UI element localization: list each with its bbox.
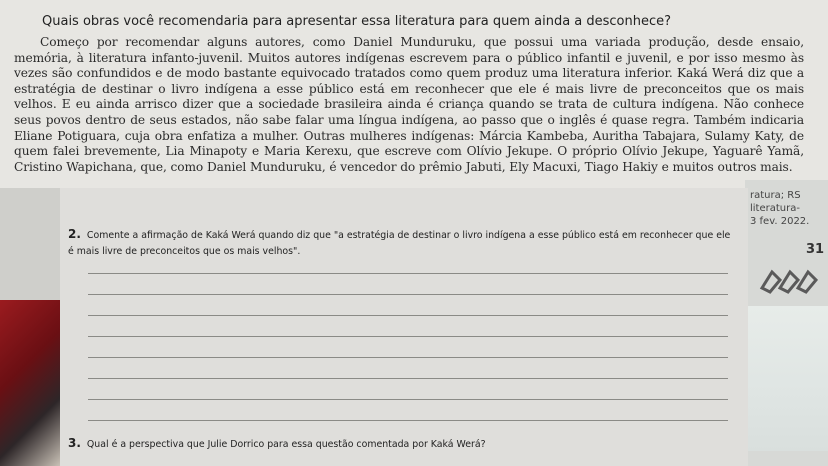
question-3-text: Qual é a perspectiva que Julie Dorrico para essa questão comentada por Kaká Werá?: [86, 439, 486, 450]
reference-line-1: ratura; RS: [750, 190, 801, 201]
left-photo-edge: [0, 300, 60, 466]
interview-answer-paragraph: Começo por recomendar alguns autores, como Daniel Munduruku, que possui uma variada produção, desde ensaio, memória, à literatura infanto-juvenil. Muitos autores indígenas escrevem para o público infantil e juvenil, e por isso mesmo às vezes são confundidos e de modo bastante equivocado tratados como quem produz uma literatura inferior. Kaká Werá diz que a estratégia de destinar o livro indígena a esse público está em reconhecer que ele é mais livre de preconceitos que os mais velhos. E eu ainda arrisco dizer que a sociedade brasileira ainda é criança quando se trata de cultura indígena. Não conhece seus povos dentro de seus estados, não sabe falar uma língua indígena, ao passo que o inglês é quase regra. Também indicaria Eliane Potiguara, cuja obra enfatiza a mulher. Outras mulheres indígenas: Márcia Kambeba, Auritha Tabajara, Sulamy Katy, de quem falei brevemente, Lia Minapoty e Maria Kerexu, que escreve com Olívio Jekupe. O próprio Olívio Jekupe, Yaguarê Yamã, Cristino Wapichana, que, como Daniel Munduruku, é vencedor do prêmio Jabuti, Ely Macuxi, Tiago Hakiy e muitos outros mais.: [14, 35, 804, 174]
interview-question: Quais obras você recomendaria para apresentar essa literatura para quem ainda a desconhece?: [42, 14, 672, 29]
question-2-text: Comente a afirmação de Kaká Werá quando diz que "a estratégia de destinar o livro indígena a esse público está em reconhecer que ele é mais livre de preconceitos que os mais velhos".: [68, 230, 731, 257]
right-photo-edge: [748, 306, 828, 451]
answer-line[interactable]: [88, 336, 728, 337]
question-3: [68, 436, 738, 450]
answer-line[interactable]: [88, 399, 728, 400]
answer-line[interactable]: [88, 420, 728, 421]
page-number: 31: [806, 242, 825, 257]
answer-line[interactable]: [88, 378, 728, 379]
reference-line-3: 3 fev. 2022.: [750, 216, 810, 227]
answer-line[interactable]: [88, 294, 728, 295]
chain-links-icon: [758, 266, 828, 294]
question-3-number: 3.: [68, 436, 81, 450]
answer-line[interactable]: [88, 357, 728, 358]
question-2-number: 2.: [68, 227, 81, 241]
answer-line[interactable]: [88, 315, 728, 316]
question-2: [68, 226, 738, 260]
reference-line-2: literatura-: [750, 203, 800, 214]
answer-line[interactable]: [88, 273, 728, 274]
